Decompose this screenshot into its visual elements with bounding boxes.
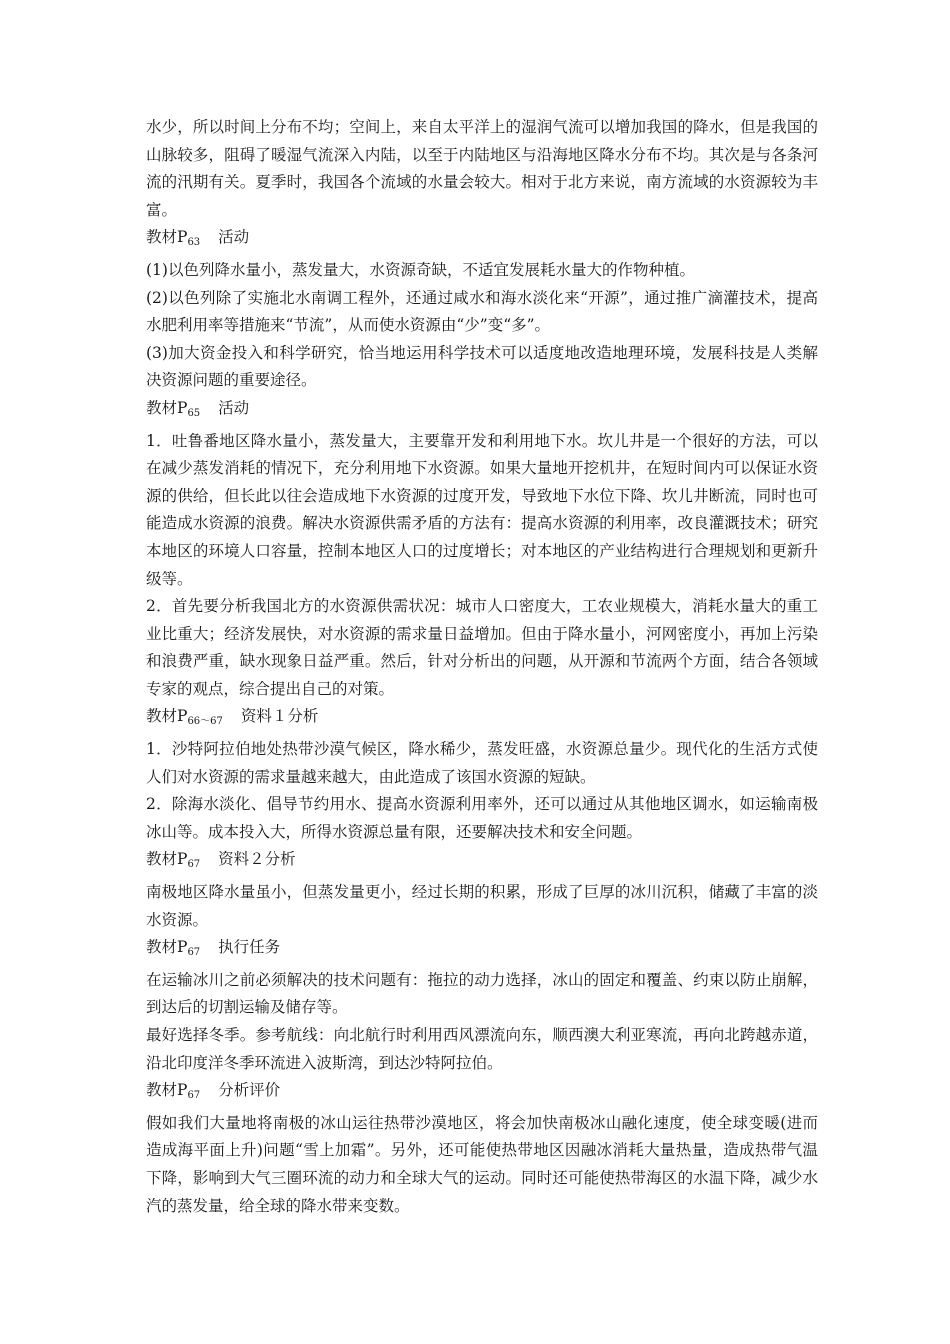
heading-prefix: 教材P: [146, 850, 188, 869]
heading-title: 资料１分析: [240, 707, 319, 726]
heading-page-number: 67: [187, 947, 201, 959]
heading-page-number: 67: [187, 1090, 201, 1102]
heading-title: 执行任务: [218, 938, 281, 957]
heading-title: 活动: [218, 228, 250, 247]
heading-title: 资料２分析: [218, 850, 296, 869]
section-heading: [146, 224, 818, 257]
paragraph: (3)加大资金投入和科学研究，恰当地运用科学技术可以适度地改造地理环境，发展科技是人类解决资源问题的重要途径。: [146, 343, 818, 390]
section-heading: [146, 395, 818, 428]
paragraph: (2)以色列除了实施北水南调工程外，还通过咸水和海水淡化来“开源”，通过推广滴灌技术，提高水肥利用率等措施来“节流”，从而使水资源由“少”变“多”。: [146, 288, 818, 335]
paragraph: 南极地区降水量虽小，但蒸发量更小，经过长期的积累，形成了巨厚的冰川沉积，储藏了丰富的淡水资源。: [146, 883, 818, 929]
paragraph: 最好选择冬季。参考航线：向北航行时利用西风漂流向东，顺西澳大利亚寒流，再向北跨越赤道，沿北印度洋冬季环流进入波斯湾，到达沙特阿拉伯。: [146, 1026, 818, 1072]
heading-title: 分析评价: [218, 1081, 281, 1100]
section-heading: [146, 934, 818, 967]
heading-page-number: 65: [187, 407, 201, 419]
paragraph: (1)以色列降水量小，蒸发量大，水资源奇缺，不适宜发展耗水量大的作物种植。: [146, 260, 695, 279]
heading-prefix: 教材P: [146, 707, 188, 726]
section-heading: [146, 846, 818, 879]
heading-prefix: 教材P: [146, 1081, 188, 1100]
paragraph: 假如我们大量地将南极的冰山运往热带沙漠地区，将会加快南极冰山融化速度，使全球变暖(进而造成海平面上升)问题“雪上加霜”。另外，还可能使热带地区因融冰消耗大量热量，造成热带气温下降，影响到大气三圈环流的动力和全球大气的运动。同时还可能使热带海区的水温下降，减少水汽的蒸发量，给全球的降水带来变数。: [146, 1113, 818, 1215]
heading-page-number: 66～67: [187, 716, 223, 728]
paragraph: 1．吐鲁番地区降水量小，蒸发量大，主要靠开发和利用地下水。坎儿井是一个很好的方法，可以在减少蒸发消耗的情况下，充分利用地下水资源。如果大量地开挖机井，在短时间内可以保证水资源的供给，但长此以往会造成地下水资源的过度开发，导致地下水位下降、坎儿井断流，同时也可能造成水资源的浪费。解决水资源供需矛盾的方法有：提高水资源的利用率，改良灌溉技术；研究本地区的环境人口容量，控制本地区人口的过度增长；对本地区的产业结构进行合理规划和更新升级等。: [146, 431, 818, 588]
heading-title: 活动: [218, 398, 250, 417]
paragraph: 在运输冰川之前必须解决的技术问题有：拖拉的动力选择，冰山的固定和覆盖、约束以防止崩解，到达后的切割运输及储存等。: [146, 970, 818, 1017]
section-heading: [146, 1077, 818, 1110]
heading-page-number: 63: [187, 237, 201, 249]
paragraph: 1．沙特阿拉伯地处热带沙漠气候区，降水稀少，蒸发旺盛，水资源总量少。现代化的生活方式使人们对水资源的需求量越来越大，由此造成了该国水资源的短缺。: [146, 740, 818, 786]
paragraph: 水少，所以时间上分布不均；空间上，来自太平洋上的湿润气流可以增加我国的降水，但是我国的山脉较多，阻碍了暖湿气流深入内陆，以至于内陆地区与沿海地区降水分布不均。其次是与各条河流的汛期有关。夏季时，我国各个流域的水量会较大。相对于北方来说，南方流域的水资源较为丰富。: [146, 118, 818, 219]
heading-prefix: 教材P: [146, 938, 188, 957]
paragraph: 2．除海水淡化、倡导节约用水、提高水资源利用率外，还可以通过从其他地区调水，如运输南极冰山等。成本投入大，所得水资源总量有限，还要解决技术和安全问题。: [146, 795, 818, 841]
heading-page-number: 67: [187, 859, 201, 871]
document-page: [146, 114, 818, 1220]
heading-prefix: 教材P: [146, 228, 188, 247]
heading-prefix: 教材P: [146, 398, 188, 417]
paragraph: 2．首先要分析我国北方的水资源供需状况：城市人口密度大，工农业规模大，消耗水量大的重工业比重大；经济发展快，对水资源的需求量日益增加。但由于降水量小，河网密度小，再加上污染和浪费严重，缺水现象日益严重。然后，针对分析出的问题，从开源和节流两个方面，结合各领域专家的观点，综合提出自己的对策。: [146, 597, 818, 698]
section-heading: [146, 703, 818, 736]
